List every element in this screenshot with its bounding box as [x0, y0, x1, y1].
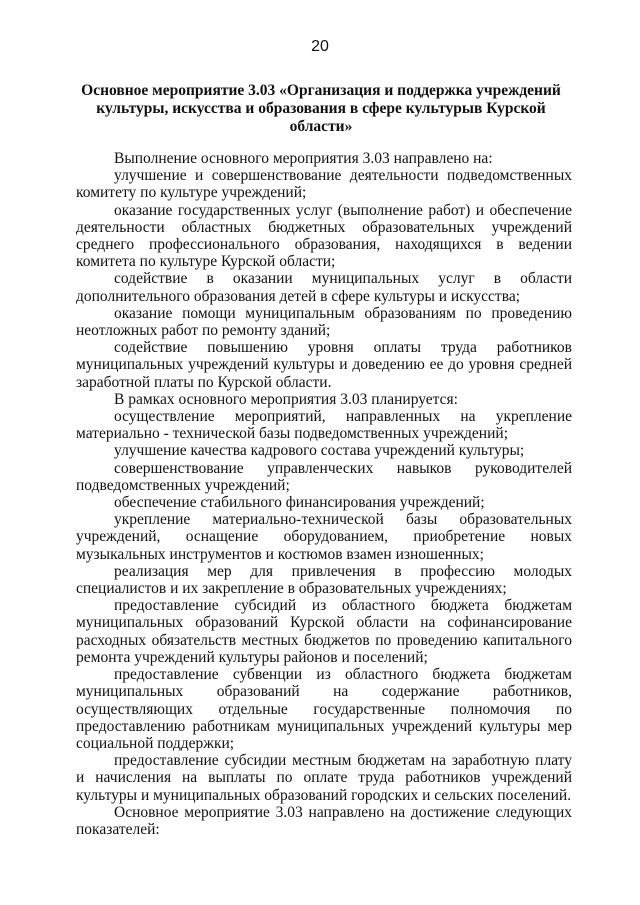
paragraph: совершенствование управленческих навыков руководителей подведомственных учреждений; [76, 459, 572, 494]
paragraph: осуществление мероприятий, направленных на укрепление материально - технической базы подведомственных учреждений; [76, 408, 572, 443]
document-body [76, 150, 572, 838]
paragraph: предоставление субсидий из областного бюджета бюджетам муниципальных образований Курской области на софинансирование расходных обязательств местных бюджетов по проведению капитального ремонта учреждений культуры районов и поселений; [76, 597, 572, 666]
paragraph: реализация мер для привлечения в профессию молодых специалистов и их закрепление в образовательных учреждениях; [76, 562, 572, 598]
paragraph: предоставление субсидии местным бюджетам на заработную плату и начисления на выплаты по оплате труда работников учреждений культуры и муниципальных образований городских и сельских поселений. [76, 752, 572, 804]
paragraph: Основное мероприятие 3.03 направлено на достижение следующих показателей: [76, 803, 572, 838]
paragraph: оказание помощи муниципальным образованиям по проведению неотложных работ по ремонту зданий; [76, 304, 572, 340]
paragraph: содействие в оказании муниципальных услуг в области дополнительного образования детей в сфере культуры и искусства; [76, 270, 572, 305]
paragraph: содействие повышению уровня оплаты труда работников муниципальных учреждений культуры и доведению ее до уровня средней заработной платы по Курской области. [76, 339, 572, 391]
paragraph: улучшение и совершенствование деятельности подведомственных комитету по культуре учреждений; [76, 167, 572, 202]
paragraph: улучшение качества кадрового состава учреждений культуры; [114, 442, 525, 460]
paragraph: Выполнение основного мероприятия 3.03 направлено на: [114, 150, 493, 167]
paragraph: оказание государственных услуг (выполнение работ) и обеспечение деятельности областных бюджетных образовательных учреждений среднего профессионального образования, находящихся в ведении комитета по культуре Курской области; [76, 201, 572, 271]
paragraph: предоставление субвенции из областного бюджета бюджетам муниципальных образований на содержание работников, осуществляющих отдельные государственные полномочия по предоставлению работникам муниципальных учреждений культуры мер социальной поддержки; [76, 666, 572, 752]
paragraph: обеспечение стабильного финансирования учреждений; [114, 494, 485, 512]
paragraph: В рамках основного мероприятия 3.03 планируется: [114, 390, 458, 408]
paragraph: укрепление материально-технической базы образовательных учреждений, оснащение оборудованием, приобретение новых музыкальных инструментов и костюмов взамен изношенных; [76, 511, 572, 563]
page-number: 20 [311, 38, 329, 55]
section-heading: Основное мероприятие 3.03 «Организация и поддержка учреждений культуры, искусства и образования в сфере культурыв Курской области» [81, 82, 561, 135]
